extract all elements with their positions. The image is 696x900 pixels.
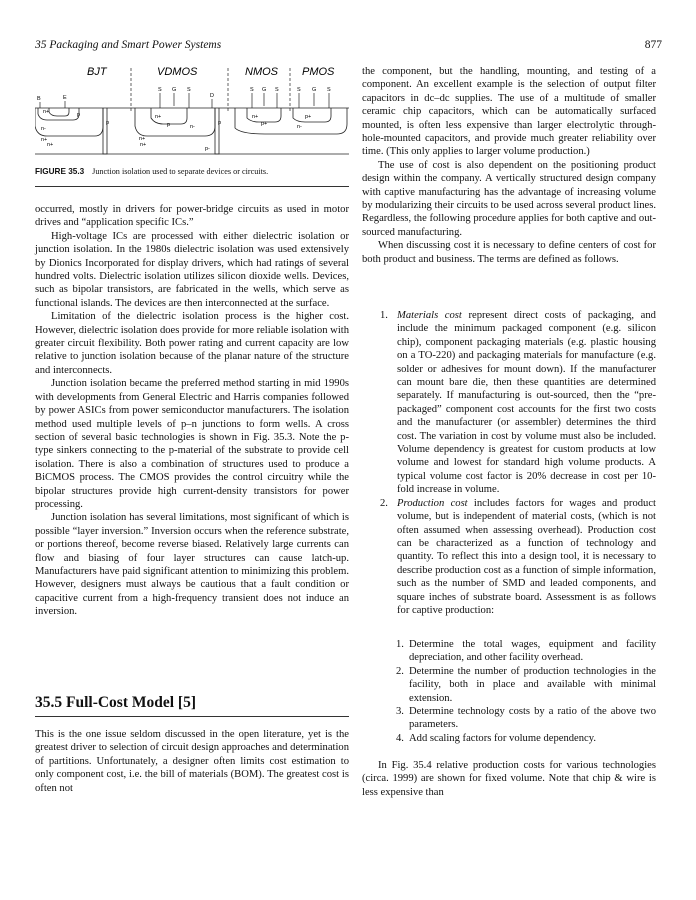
terminal-g: G xyxy=(312,87,317,93)
list-item xyxy=(362,497,656,618)
running-header-chapter: 35 Packaging and Smart Power Systems xyxy=(35,39,222,51)
production-assessment-list xyxy=(362,638,656,745)
paragraph: occurred, mostly in drivers for power-bridge circuits as used in motor drives and “application specific ICs.” xyxy=(35,204,349,229)
terminal-d: D xyxy=(210,93,214,99)
terminal-s: S xyxy=(327,87,331,93)
well-structures xyxy=(35,108,349,154)
list-text: Add scaling factors for volume dependency. xyxy=(409,732,596,744)
closing-paragraph xyxy=(362,759,656,799)
label-nmos: NMOS xyxy=(245,66,278,78)
svg-text:n+: n+ xyxy=(139,136,146,142)
terminal-s: S xyxy=(250,87,254,93)
list-text: represent direct costs of packaging, and include the minimum packaged component (e.g. silicon chip), component packaging materials (e.g. plastic housing on a TO-220) and packaging materials for manufacture (e.g. solder or adhesives for mount down). If the manufacturer can mount bare die, then these quantities are determined separately. If manufacturing is out-sourced, then the “pre-packaged” component cost accounts for the first two costs and the manufacturer (or assembler) determines the third cost. The variation in cost by volume must also be included. Volume dependency is greatest for custom products at low volume and lowest for standard high volume products. A typical volume cost factor is 20% decrease in cost per 10-fold increase in volume. xyxy=(397,310,656,496)
list-number: 4. xyxy=(396,732,404,744)
svg-text:p: p xyxy=(77,112,81,118)
svg-text:n+: n+ xyxy=(140,142,147,148)
svg-text:p+: p+ xyxy=(261,121,268,127)
list-text: Determine the total wages, equipment and facility depreciation, and other facility overhead. xyxy=(409,639,656,664)
terminal-labels xyxy=(37,87,331,102)
list-item xyxy=(362,732,656,745)
paragraph: the component, but the handling, mounting, and testing of a component. An excellent example is the selection of output filter capacitors in dc–dc supplies. The use of a multitude of smaller ceramic chip capacitors, which can be automatically surfaced mounted, is often less expensive than larger electrolytic through-hole-mounted capacitors, and provide much greater reliability over time. (This only applies to larger volume production.) xyxy=(362,66,656,158)
terminal-s: S xyxy=(187,87,191,93)
terminal-g: G xyxy=(172,87,177,93)
terminal-s: S xyxy=(297,87,301,93)
list-number: 3. xyxy=(396,706,404,718)
list-text: Determine the number of production technologies in the facility, both in place and available with minimal extension. xyxy=(409,665,656,704)
list-item xyxy=(362,665,656,705)
svg-text:p: p xyxy=(218,120,222,126)
figure-caption-text: Junction isolation used to separate devices or circuits. xyxy=(92,167,269,176)
svg-text:n+: n+ xyxy=(252,114,259,120)
list-term: Production cost xyxy=(397,497,468,509)
svg-text:p+: p+ xyxy=(305,114,312,120)
paragraph: Junction isolation became the preferred method starting in mid 1990s with developments from General Electric and Harris companies followed by power ASICs from power semiconductor manufacturers. The isolation method used multiple levels of p–n junctions to form wells. A cross section of several basic technologies is shown in Fig. 35.3. Note the p-type sinkers connecting to the p-material of the substrate to provide cell isolation. There is also a combination of structures used to produce a BiCMOS process. The CMOS provides the control circuitry while the bipolar structures provide high current-density transistors for power processing. xyxy=(35,378,349,510)
junction-isolation-diagram xyxy=(35,62,349,162)
paragraph: When discussing cost it is necessary to define centers of cost for both product and business. The terms are defined as follows. xyxy=(362,240,656,265)
list-term: Materials cost xyxy=(397,310,462,321)
list-number: 1. xyxy=(396,639,404,650)
terminal-e: E xyxy=(63,95,67,101)
svg-text:p: p xyxy=(167,122,171,128)
figure-35-3 xyxy=(35,62,349,162)
list-number: 2. xyxy=(380,497,388,509)
paragraph: Junction isolation has several limitations, most significant of which is possible “layer inversion.” Inversion occurs when the reference substrate, or portions thereof, become reverse biased. Relatively large currents can flow and biasing of four layer structures can cause latch-up. Manufacturers have paid significant attention to minimizing this problem. However, designers must always be cautious that a fault condition or capacitive current from a high-frequency transient does not induce an inversion. xyxy=(35,512,349,618)
svg-text:n+: n+ xyxy=(47,142,54,148)
label-vdmos: VDMOS xyxy=(157,66,198,78)
terminal-s: S xyxy=(158,87,162,93)
svg-text:n-: n- xyxy=(190,124,195,130)
section-rule xyxy=(35,716,349,717)
svg-text:n-: n- xyxy=(41,126,46,132)
section-body xyxy=(35,728,349,795)
svg-text:n-: n- xyxy=(297,124,302,130)
svg-text:p: p xyxy=(106,120,110,126)
svg-text:n+: n+ xyxy=(41,137,48,143)
svg-text:p-: p- xyxy=(205,146,210,152)
caption-rule xyxy=(35,186,349,187)
figure-caption-label: FIGURE 35.3 xyxy=(35,167,85,176)
terminal-leads xyxy=(40,93,329,108)
list-item xyxy=(362,309,656,497)
svg-text:n+: n+ xyxy=(43,109,50,115)
page-number: 877 xyxy=(644,39,662,51)
list-text: Determine technology costs by a ratio of the above two parameters. xyxy=(409,706,656,731)
paragraph: The use of cost is also dependent on the positioning product design within the company. A vertically structured design company with captive manufacturing has the advantage of increasing volume by modularizing their circuits to be used across several product lines. Regardless, the following procedure applies for both captive and out-sourced manufacturing. xyxy=(362,159,656,238)
figure-caption xyxy=(35,167,355,176)
terminal-b: B xyxy=(37,96,41,102)
label-bjt: BJT xyxy=(87,66,107,78)
list-number: 2. xyxy=(396,665,404,677)
region-labels xyxy=(41,109,311,152)
label-pmos: PMOS xyxy=(302,66,335,78)
section-title: 35.5 Full-Cost Model [5] xyxy=(35,694,197,711)
terminal-s: S xyxy=(275,87,279,93)
paragraph: Limitation of the dielectric isolation process is the higher cost. However, dielectric isolation does provide for more reliable isolation with greater circuit flexibility. Both power rating and current capacity are low relative to junction isolation because of the planar nature of the structure and interconnects. xyxy=(35,311,349,376)
svg-text:n+: n+ xyxy=(155,114,162,120)
paragraph: In Fig. 35.4 relative production costs for various technologies (circa. 1999) are shown for fixed volume. Note that chip & wire is less expensive than xyxy=(362,760,656,798)
paragraph: This is the one issue seldom discussed in the open literature, yet is the greatest driver to selection of circuit design approaches and determination of partitions. Unfortunately, a designer often limits cost estimation to only component cost, i.e. the bill of materials (BOM). The greatest cost is often not xyxy=(35,729,349,794)
list-item xyxy=(362,638,656,665)
list-item xyxy=(362,705,656,732)
list-number: 1. xyxy=(380,310,388,321)
right-column xyxy=(362,65,656,266)
left-column xyxy=(35,203,349,619)
list-text: includes factors for wages and product volume, but is independent of material costs, (which is not often assumed when assessing overhead). Production cost can be characterized as a function of technology and quantity. To reflect this into a design tool, it is necessary to describe production cost as a function of simple information, such as the number of SMD and leaded components, and square inches of substrate board. Assessment is as follows for captive production: xyxy=(397,497,656,616)
paragraph: High-voltage ICs are processed with either dielectric isolation or junction isolation. In the 1980s dielectric isolation was used extensively by Dionics Incorporated for display drivers, which had ratings of several hundred volts. Dielectric isolation utilizes silicon dioxide wells. Devices, such as bipolar transistors, are fabricated in the wells, which serve as functional islands. The devices are then interconnected at the surface. xyxy=(35,230,349,309)
terminal-g: G xyxy=(262,87,267,93)
cost-definition-list xyxy=(362,309,656,617)
